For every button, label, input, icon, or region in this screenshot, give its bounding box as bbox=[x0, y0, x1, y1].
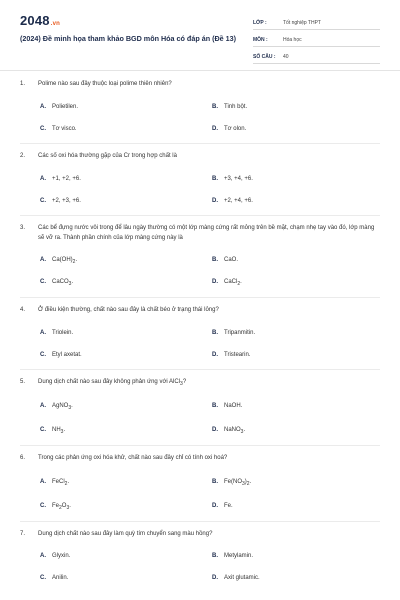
option-a[interactable]: A. AgNO$_3$. bbox=[40, 403, 73, 412]
page-title: (2024) Đề minh họa tham khảo BGD môn Hóa có đáp án (Đề 13) bbox=[20, 34, 237, 43]
option-c[interactable]: C. $Fe_2O_3$. bbox=[40, 503, 71, 512]
question-text: Dung dịch chất nào sau đây làm quỳ tím chuyển sang màu hồng? bbox=[38, 531, 213, 537]
question-divider bbox=[20, 521, 380, 522]
header-divider bbox=[0, 70, 400, 71]
header bbox=[0, 0, 400, 70]
option-a[interactable]: A. $Ca(OH)_2$. bbox=[40, 257, 78, 266]
option-c[interactable]: C. CaCO$_3$. bbox=[40, 279, 74, 288]
question-divider bbox=[20, 215, 380, 216]
option-d[interactable]: D. +2, +4, +6. bbox=[212, 198, 253, 204]
question-divider bbox=[20, 445, 380, 446]
meta-row-count bbox=[253, 48, 380, 64]
option-c[interactable]: C. Tơ visco. bbox=[40, 126, 77, 132]
meta-row-class bbox=[253, 14, 380, 30]
meta-label: SỐ CÂU : bbox=[253, 54, 276, 60]
meta-label: MÔN : bbox=[253, 37, 268, 43]
option-d[interactable]: D. Tơ olon. bbox=[212, 126, 247, 132]
option-a[interactable]: A. Polietilen. bbox=[40, 104, 79, 110]
meta-value: Hóa học bbox=[283, 37, 302, 43]
question-text: Trong các phản ứng oxi hóa khử, chất nào sau đây chỉ có tính oxi hoá? bbox=[38, 455, 228, 461]
option-b[interactable]: B. Tripanmitin. bbox=[212, 330, 256, 336]
option-b[interactable]: B. Tinh bột. bbox=[212, 104, 248, 110]
question-divider bbox=[20, 369, 380, 370]
question-number: 6. bbox=[20, 455, 26, 461]
option-d[interactable]: D. Fe. bbox=[212, 503, 233, 509]
question-text: Ở điều kiện thường, chất nào sau đây là chất béo ở trạng thái lỏng? bbox=[38, 307, 219, 313]
option-c[interactable]: C. $NH_3$. bbox=[40, 427, 66, 436]
question-number: 2. bbox=[20, 153, 26, 159]
option-a[interactable]: A. Glyxin. bbox=[40, 553, 71, 559]
meta-value: 40 bbox=[283, 54, 289, 60]
option-d[interactable]: D. CaCl$_2$. bbox=[212, 279, 242, 288]
option-b[interactable]: B. CaO. bbox=[212, 257, 239, 263]
meta-row-subject bbox=[253, 31, 380, 47]
option-b[interactable]: B. $Fe(NO_3)_2$. bbox=[212, 479, 252, 488]
site-logo[interactable]: 2048.vn bbox=[20, 13, 61, 28]
question-number: 5. bbox=[20, 379, 26, 385]
option-a[interactable]: A. Triolein. bbox=[40, 330, 74, 336]
question-text: Dung dịch chất nào sau đây không phản ứng với AlCl$_3$? bbox=[38, 379, 187, 388]
option-c[interactable]: C. +2, +3, +6. bbox=[40, 198, 81, 204]
question-number: 3. bbox=[20, 225, 26, 231]
option-b[interactable]: B. Metylamin. bbox=[212, 553, 254, 559]
option-b[interactable]: B. NaOH. bbox=[212, 403, 243, 409]
question-number: 4. bbox=[20, 307, 26, 313]
option-a[interactable]: A. FeCl$_2$. bbox=[40, 479, 70, 488]
meta-value: Tốt nghiệp THPT bbox=[283, 20, 321, 26]
option-b[interactable]: B. +3, +4, +6. bbox=[212, 176, 253, 182]
option-d[interactable]: D. NaNO$_3$. bbox=[212, 427, 246, 436]
option-c[interactable]: C. Anilin. bbox=[40, 575, 69, 581]
question-text: Các bể đựng nước vôi trong để lâu ngày thường có một lớp màng cứng rất mỏng trên bề mặt, chạm nhẹ tay vào đó, lớp màng sẽ vỡ ra. Thành phần chính của lớp màng cứng này là bbox=[38, 225, 375, 241]
option-c[interactable]: C. Etyl axetat. bbox=[40, 352, 82, 358]
question-divider bbox=[20, 143, 380, 144]
question-text: Các số oxi hóa thường gặp của Cr trong hợp chất là bbox=[38, 153, 177, 159]
question-divider bbox=[20, 297, 380, 298]
exam-meta bbox=[253, 14, 380, 65]
meta-label: LỚP : bbox=[253, 20, 267, 26]
option-a[interactable]: A. +1, +2, +6. bbox=[40, 176, 81, 182]
option-d[interactable]: D. Tristearin. bbox=[212, 352, 251, 358]
question-text: Polime nào sau đây thuộc loại polime thiên nhiên? bbox=[38, 81, 172, 87]
option-d[interactable]: D. Axit glutamic. bbox=[212, 575, 260, 581]
question-number: 1. bbox=[20, 81, 26, 87]
question-number: 7. bbox=[20, 531, 26, 537]
